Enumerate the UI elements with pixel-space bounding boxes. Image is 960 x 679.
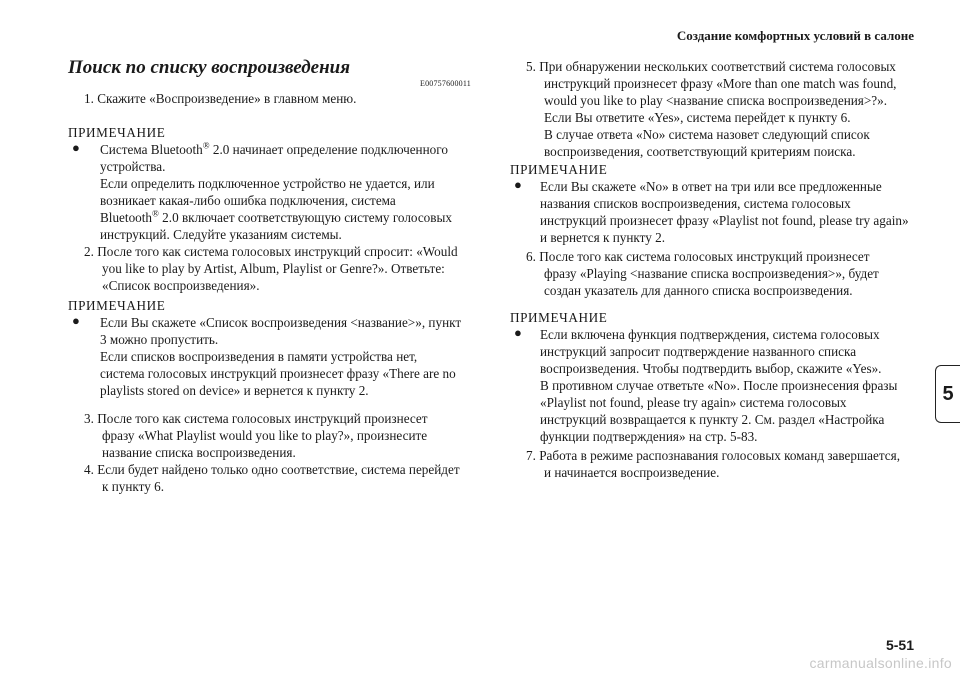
step-7-line-1: 7. Работа в режиме распознавания голосовых команд завершается, <box>526 448 901 463</box>
step-5-line-5: В случае ответа «No» система назовет следующий список <box>544 127 870 142</box>
note-1-line-5: Bluetooth® 2.0 включает соответствующую систему голосовых <box>100 208 452 225</box>
note-2-line-2: 3 можно пропустить. <box>100 332 219 347</box>
note-3-line-4: и вернется к пункту 2. <box>540 230 666 245</box>
note-3-line-2: названия списков воспроизведения, система голосовых <box>540 196 851 211</box>
note-3-line-3: инструкций произнесет фразу «Playlist not found, please try again» <box>540 213 909 228</box>
step-2-line-2: you like to play by Artist, Album, Playlist or Genre?». Ответьте: <box>102 261 445 276</box>
note-1-line-3: Если определить подключенное устройство не удается, или <box>100 176 435 191</box>
running-header: Создание комфортных условий в салоне <box>676 28 914 43</box>
step-4-line-1: 4. Если будет найдено только одно соответствие, система перейдет <box>84 462 460 477</box>
step-5-line-1: 5. При обнаружении нескольких соответствий система голосовых <box>526 59 896 74</box>
step-5-line-3: would you like to play <название списка воспроизведения>?». <box>544 93 888 108</box>
note-4-line-2: инструкций запросит подтверждение названного списка <box>540 344 857 359</box>
document-code: E00757600011 <box>420 79 471 88</box>
watermark: carmanualsonline.info <box>809 655 952 671</box>
note-label: ПРИМЕЧАНИЕ <box>510 162 608 177</box>
step-6-line-1: 6. После того как система голосовых инструкций произнесет <box>526 249 870 264</box>
note-4-line-5: «Playlist not found, please try again» система голосовых <box>540 395 847 410</box>
step-5-line-2: инструкций произнесет фразу «More than one match was found, <box>544 76 897 91</box>
note-1-line-6: инструкций. Следуйте указаниям системы. <box>100 227 342 242</box>
note-4-line-6: инструкций возвращается к пункту 2. См. раздел «Настройка <box>540 412 885 427</box>
step-2-line-1: 2. После того как система голосовых инструкций спросит: «Would <box>84 244 458 259</box>
chapter-tab <box>935 365 960 423</box>
note-2-line-1: Если Вы скажете «Список воспроизведения <название>», пункт <box>100 315 462 330</box>
note-2-line-4: система голосовых инструкций произнесет фразу «There are no <box>100 366 456 381</box>
step-6-line-3: создан указатель для данного списка воспроизведения. <box>544 283 853 298</box>
step-3-line-2: фразу «What Playlist would you like to play?», произнесите <box>102 428 428 443</box>
step-6-line-2: фразу «Playing <название списка воспроизведения>», будет <box>544 266 879 281</box>
step-4-line-2: к пункту 6. <box>102 479 165 494</box>
bullet-icon: ● <box>72 313 80 328</box>
note-4-line-1: Если включена функция подтверждения, система голосовых <box>540 327 880 342</box>
step-3-line-3: название списка воспроизведения. <box>102 445 296 460</box>
note-1-line-1: Система Bluetooth® 2.0 начинает определение подключенного <box>100 140 448 157</box>
registered-mark: ® <box>152 208 159 219</box>
note-3-line-1: Если Вы скажете «No» в ответ на три или все предложенные <box>540 179 882 194</box>
note-label: ПРИМЕЧАНИЕ <box>510 310 608 325</box>
section-heading: Поиск по списку воспроизведения <box>68 57 350 78</box>
step-7-line-2: и начинается воспроизведение. <box>544 465 720 480</box>
note-1-line-4: возникает какая-либо ошибка подключения, система <box>100 193 396 208</box>
step-5-line-4: Если Вы ответите «Yes», система перейдет к пункту 6. <box>544 110 851 125</box>
note-1-line-2: устройства. <box>100 159 166 174</box>
note-2-line-3: Если списков воспроизведения в памяти устройства нет, <box>100 349 418 364</box>
note-4-line-3: воспроизведения. Чтобы подтвердить выбор, скажите «Yes». <box>540 361 882 376</box>
bullet-icon: ● <box>514 177 522 192</box>
step-5-line-6: воспроизведения, соответствующий критериям поиска. <box>544 144 856 159</box>
step-1: 1. Скажите «Воспроизведение» в главном меню. <box>84 91 357 106</box>
bullet-icon: ● <box>72 140 80 155</box>
registered-mark: ® <box>202 140 210 151</box>
step-2-line-3: «Список воспроизведения». <box>102 278 260 293</box>
note-label: ПРИМЕЧАНИЕ <box>68 298 166 313</box>
page-number: 5-51 <box>885 637 914 653</box>
bullet-icon: ● <box>514 325 522 340</box>
note-4-line-7: функции подтверждения» на стр. 5-83. <box>540 429 758 444</box>
chapter-number: 5 <box>942 382 954 405</box>
note-4-line-4: В противном случае ответьте «No». После произнесения фразы <box>540 378 898 393</box>
note-label: ПРИМЕЧАНИЕ <box>68 125 166 140</box>
note-2-line-5: playlists stored on device» и вернется к пункту 2. <box>100 383 369 398</box>
step-3-line-1: 3. После того как система голосовых инструкций произнесет <box>84 411 428 426</box>
